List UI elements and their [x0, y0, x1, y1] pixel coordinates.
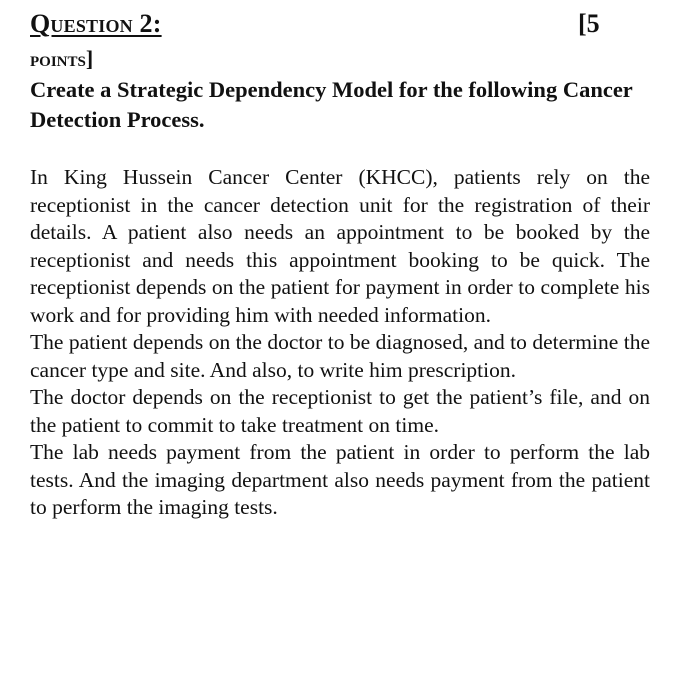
paragraph-lab-imaging: The lab needs payment from the patient in order to perform the lab tests. And the imaging department also needs payment from the patient to perform the imaging tests.	[30, 440, 650, 519]
question-points-end: points]	[30, 46, 94, 71]
question-points-start: [5	[578, 9, 600, 38]
paragraph-doctor-dependencies: The doctor depends on the receptionist to get the patient’s file, and on the patient to commit to take treatment on time.	[30, 385, 650, 437]
paragraph-receptionist: In King Hussein Cancer Center (KHCC), patients rely on the receptionist in the cancer detection unit for the registration of their details. A patient also needs an appointment to be booked by the receptionist and needs this appointment booking to be quick. The receptionist depends on the patient for payment in order to complete his work and for providing him with needed information.	[30, 165, 650, 327]
question-title: Question 2:	[30, 9, 162, 38]
question-instruction: Create a Strategic Dependency Model for the following Cancer Detection Process.	[30, 77, 633, 132]
paragraph-doctor-diagnosis: The patient depends on the doctor to be diagnosed, and to determine the cancer type and site. And also, to write him prescription.	[30, 330, 650, 382]
scenario-text	[30, 164, 650, 522]
